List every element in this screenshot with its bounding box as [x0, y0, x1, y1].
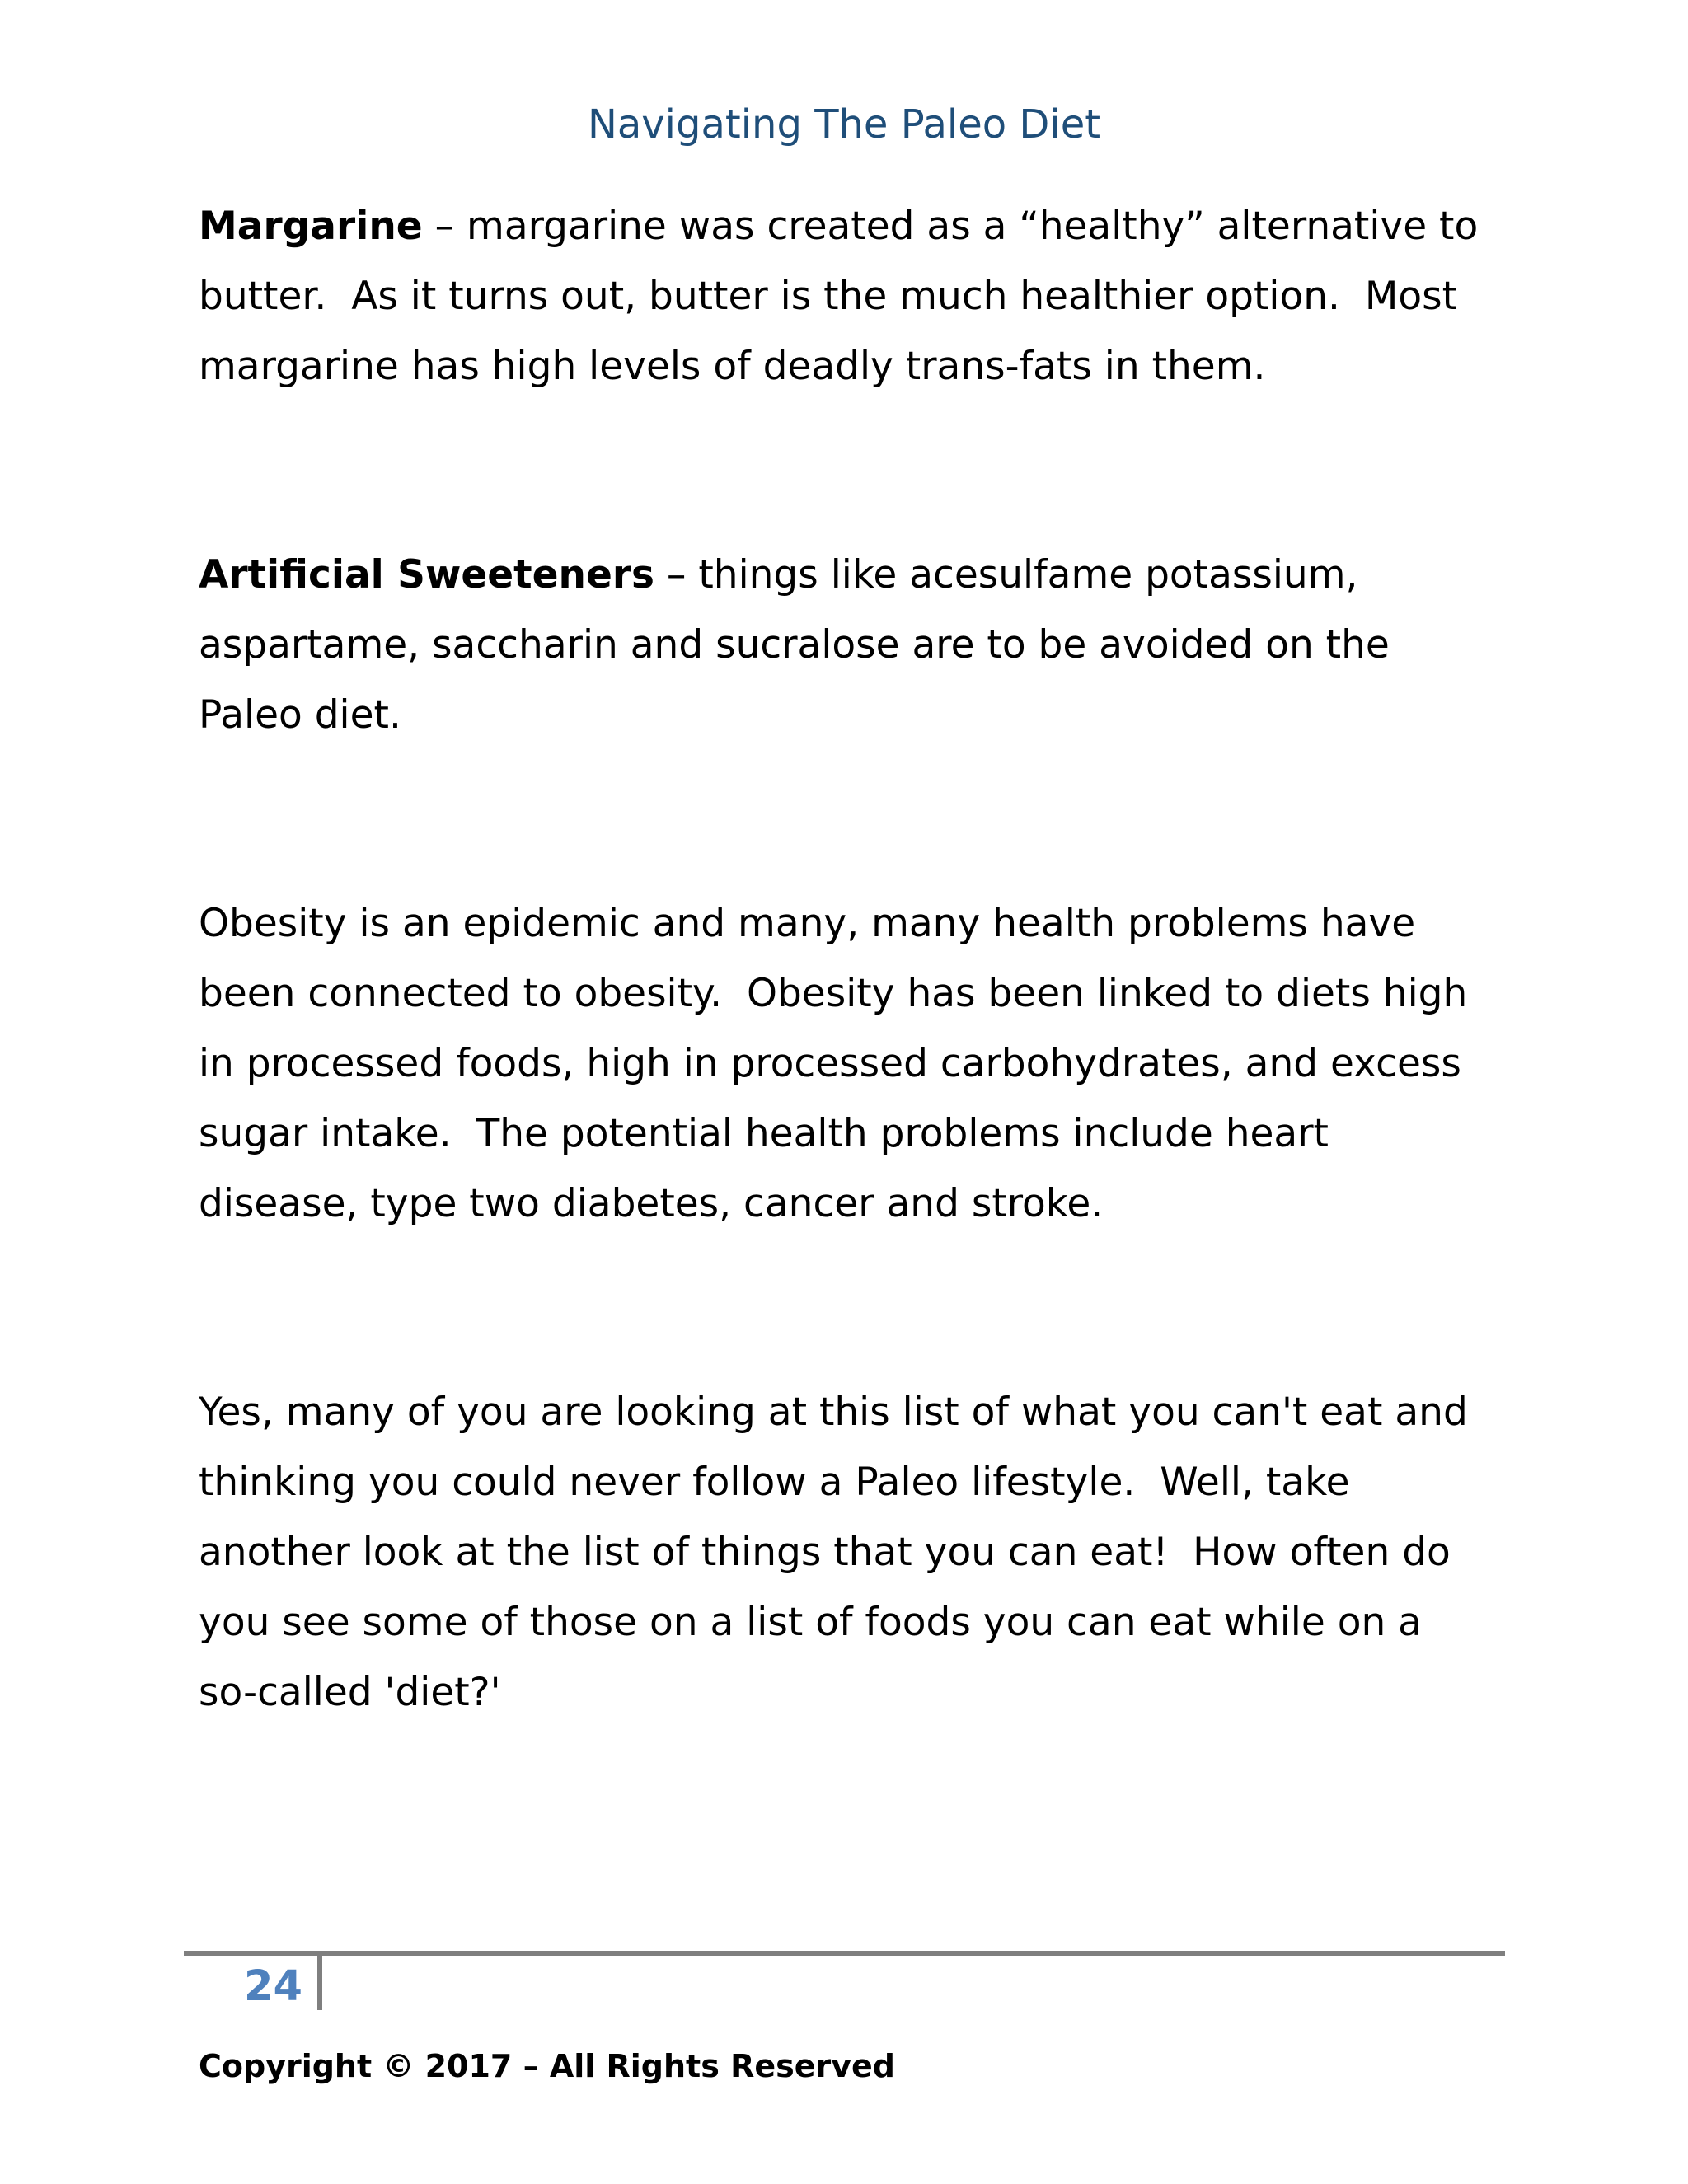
paragraph-margarine	[199, 191, 1501, 401]
page-number: 24	[244, 1962, 302, 2011]
page-body	[199, 191, 1501, 1866]
page-number-divider	[317, 1956, 322, 2010]
paragraph-artificial-sweeteners	[199, 540, 1501, 750]
paragraph-paleo-lifestyle: Yes, many of you are looking at this list of what you can't eat and thinking you could never follow a Paleo lifestyle. Well, take another look at the list of things that you can eat! How often do you see some of those on a list of foods you can eat while on a so-called 'diet?'	[199, 1390, 1468, 1715]
footer-rule	[184, 1951, 1505, 1956]
paragraph-artificial-sweeteners-text: – things like acesulfame potassium, aspartame, saccharin and sucralose are to be avoided on the Paleo diet.	[199, 552, 1390, 738]
copyright-notice: Copyright © 2017 – All Rights Reserved	[199, 2048, 895, 2084]
running-header-title: Navigating The Paleo Diet	[587, 101, 1101, 148]
paragraph-obesity: Obesity is an epidemic and many, many health problems have been connected to obesity. Obesity has been linked to diets high in processed foods, high in processed carbohydrates, and excess sugar intake. The potential health problems include heart disease, type two diabetes, cancer and stroke.	[199, 901, 1468, 1226]
term-margarine: Margarine	[199, 204, 423, 249]
paragraph-margarine-text: – margarine was created as a “healthy” alternative to butter. As it turns out, butter is the much healthier option. Most margarine has high levels of deadly trans-fats in them.	[199, 204, 1479, 389]
term-artificial-sweeteners: Artificial Sweeteners	[199, 552, 654, 598]
